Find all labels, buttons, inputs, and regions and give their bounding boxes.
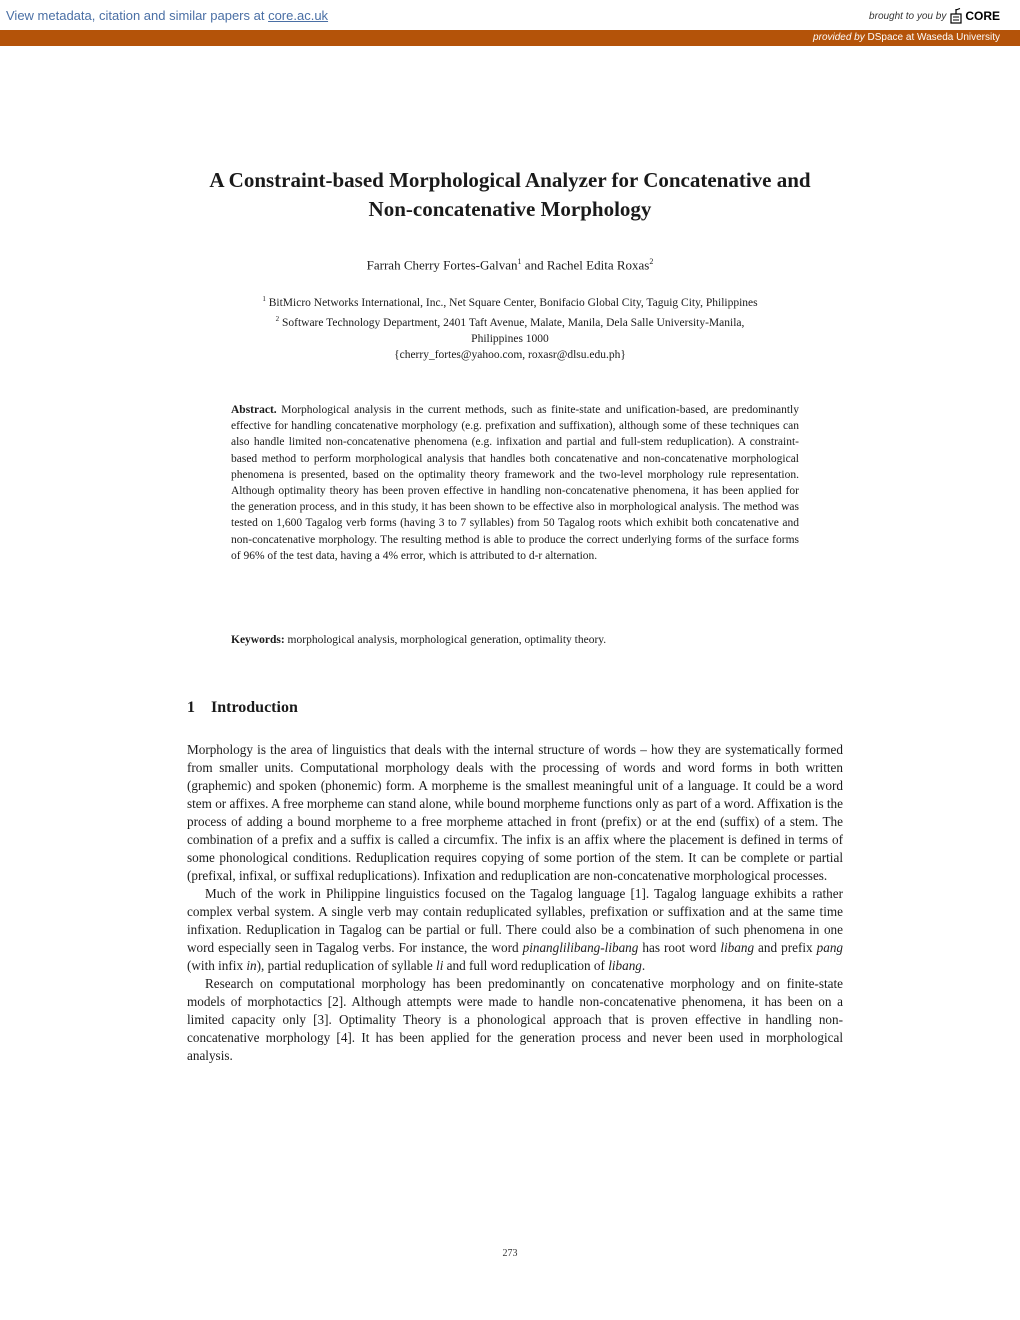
provided-by-bar bbox=[0, 30, 1020, 46]
brought-to-you[interactable] bbox=[869, 8, 1000, 24]
core-link[interactable]: core.ac.uk bbox=[268, 8, 329, 23]
title-line-1: A Constraint-based Morphological Analyzer for Concatenative and bbox=[209, 168, 811, 192]
root-word: libang bbox=[720, 940, 755, 955]
affiliation-2-text: Software Technology Department, 2401 Taft Avenue, Malate, Manila, Dela Salle University-Manila, bbox=[281, 316, 745, 329]
author-2-affil-mark: 2 bbox=[649, 257, 654, 266]
page-number: 273 bbox=[502, 1248, 518, 1259]
example-word: pinanglilibang-libang bbox=[522, 940, 639, 955]
brought-to-you-label: brought to you by bbox=[869, 10, 947, 22]
author-2: Rachel Edita Roxas bbox=[546, 257, 650, 273]
paragraph-3: Research on computational morphology has been predominantly on concatenative morphology and on finite-state models of morphotactics [2]. Although attempts were made to handle non-concatenative phenomena, it has been on a limited capacity only [3]. Optimality Theory is a phonological approach that is proven effective in handling non-concatenative morphology [4]. It has been applied for the generation process and never been used in morphological analysis. bbox=[187, 976, 843, 1063]
author-and: and bbox=[521, 257, 547, 273]
affiliation-1-text: BitMicro Networks International, Inc., Net Square Center, Bonifacio Global City, Taguig City, Philippines bbox=[268, 296, 758, 309]
affiliation-1 bbox=[160, 291, 860, 311]
para2-text-g: . bbox=[641, 958, 646, 973]
paper-title bbox=[160, 166, 860, 224]
title-line-2: Non-concatenative Morphology bbox=[368, 197, 652, 221]
metadata-prefix: View metadata, citation and similar papers at bbox=[6, 8, 269, 23]
provided-by-source: DSpace at Waseda University bbox=[867, 32, 1000, 43]
prefix-word: pang bbox=[816, 940, 843, 955]
para2-text-a: Much of the work in Philippine linguistics focused on the Tagalog language [1]. Tagalog language exhibits a rather complex verbal system. A single verb may contain reduplicated syllables, prefixation or suffixation and at the same time infixation. Reduplication in Tagalog can be partial or full. There could also be a combination of such phenomena in one word especially seen in Tagalog verbs. For instance, the word bbox=[187, 886, 843, 955]
author-1-affil-mark: 1 bbox=[517, 257, 522, 266]
core-banner bbox=[0, 0, 1020, 30]
abstract-label: Abstract. bbox=[231, 404, 277, 416]
provided-by[interactable] bbox=[813, 32, 1000, 43]
keywords-label: Keywords: bbox=[231, 634, 285, 646]
para2-text-c: and prefix bbox=[754, 940, 817, 955]
reduplicated-syllable: li bbox=[436, 958, 444, 973]
para2-text-b: has root word bbox=[638, 940, 721, 955]
provided-by-label: provided by bbox=[813, 32, 865, 43]
affiliation-1-mark: 1 bbox=[262, 295, 266, 303]
author-1: Farrah Cherry Fortes-Galvan bbox=[366, 257, 518, 273]
abstract bbox=[231, 402, 799, 564]
affiliation-2 bbox=[160, 311, 860, 331]
affiliation-2-cont: Philippines 1000 bbox=[471, 332, 549, 345]
para2-text-f: and full word reduplication of bbox=[443, 958, 609, 973]
keywords bbox=[231, 632, 799, 648]
para2-text-d: (with infix bbox=[187, 958, 247, 973]
reduplicated-word: libang bbox=[608, 958, 642, 973]
core-logo-text: CORE bbox=[965, 9, 1000, 23]
metadata-line bbox=[6, 8, 328, 23]
abstract-text: Morphological analysis in the current methods, such as finite-state and unification-based, are predominantly effective for handling concatenative morphology (e.g. prefixation and suffixation), although some of these techniques can also handle limited non-concatenative phenomena (e.g. infixation and partial and full-stem reduplication). A constraint-based method to perform morphological analysis that handles both concatenative and non-concatenative morphological phenomena is presented, based on the optimality theory framework and the two-level morphology rule representation. Although optimality theory has been proven effective in handling non-concatenative phenomena, it has been applied for the generation process, and in this study, it has been shown to be effective also in morphological analysis. The method was tested on 1,600 Tagalog verb forms (having 3 to 7 syllables) from 50 Tagalog roots which exhibit both concatenative and non-concatenative morphology. The resulting method is able to produce the correct underlying forms of the surface forms of 96% of the test data, having a 4% error, which is attributed to d-r alternation. bbox=[231, 404, 799, 562]
keywords-text: morphological analysis, morphological generation, optimality theory. bbox=[287, 634, 607, 646]
paragraph-2 bbox=[187, 885, 843, 975]
author-emails: {cherry_fortes@yahoo.com, roxasr@dlsu.edu.ph} bbox=[394, 348, 626, 361]
core-logo[interactable] bbox=[950, 8, 1000, 24]
authors bbox=[160, 257, 860, 273]
affiliation-2-mark: 2 bbox=[275, 314, 280, 323]
introduction-body bbox=[187, 741, 843, 1065]
core-logo-icon bbox=[950, 8, 962, 24]
paragraph-1: Morphology is the area of linguistics that deals with the internal structure of words – how they are systematically formed from smaller units. Computational morphology deals with the processing of words and word forms in both written (graphemic) and spoken (phonemic) form. A morpheme is the smallest meaningful unit of a language. It could be a word stem or affixes. A free morpheme can stand alone, while bound morpheme functions only as part of a word. Affixation is the process of adding a bound morpheme to a free morpheme attached in front (prefix) or at the end (suffix) of a stem. The combination of a prefix and a suffix is called a circumfix. The infix is an affix where the placement is defined in terms of some phonological conditions. Reduplication requires copying of some portion of the stem. It can be complete or partial (prefixal, infixal, or suffixal reduplications). Infixation and reduplication are non-concatenative morphological processes. bbox=[187, 742, 843, 883]
infix-word: in bbox=[246, 958, 257, 973]
section-title: Introduction bbox=[211, 699, 298, 716]
affiliations bbox=[160, 291, 860, 363]
para2-text-e: ), partial reduplication of syllable bbox=[256, 958, 437, 973]
section-heading-introduction bbox=[187, 699, 298, 717]
section-number: 1 bbox=[187, 699, 195, 716]
